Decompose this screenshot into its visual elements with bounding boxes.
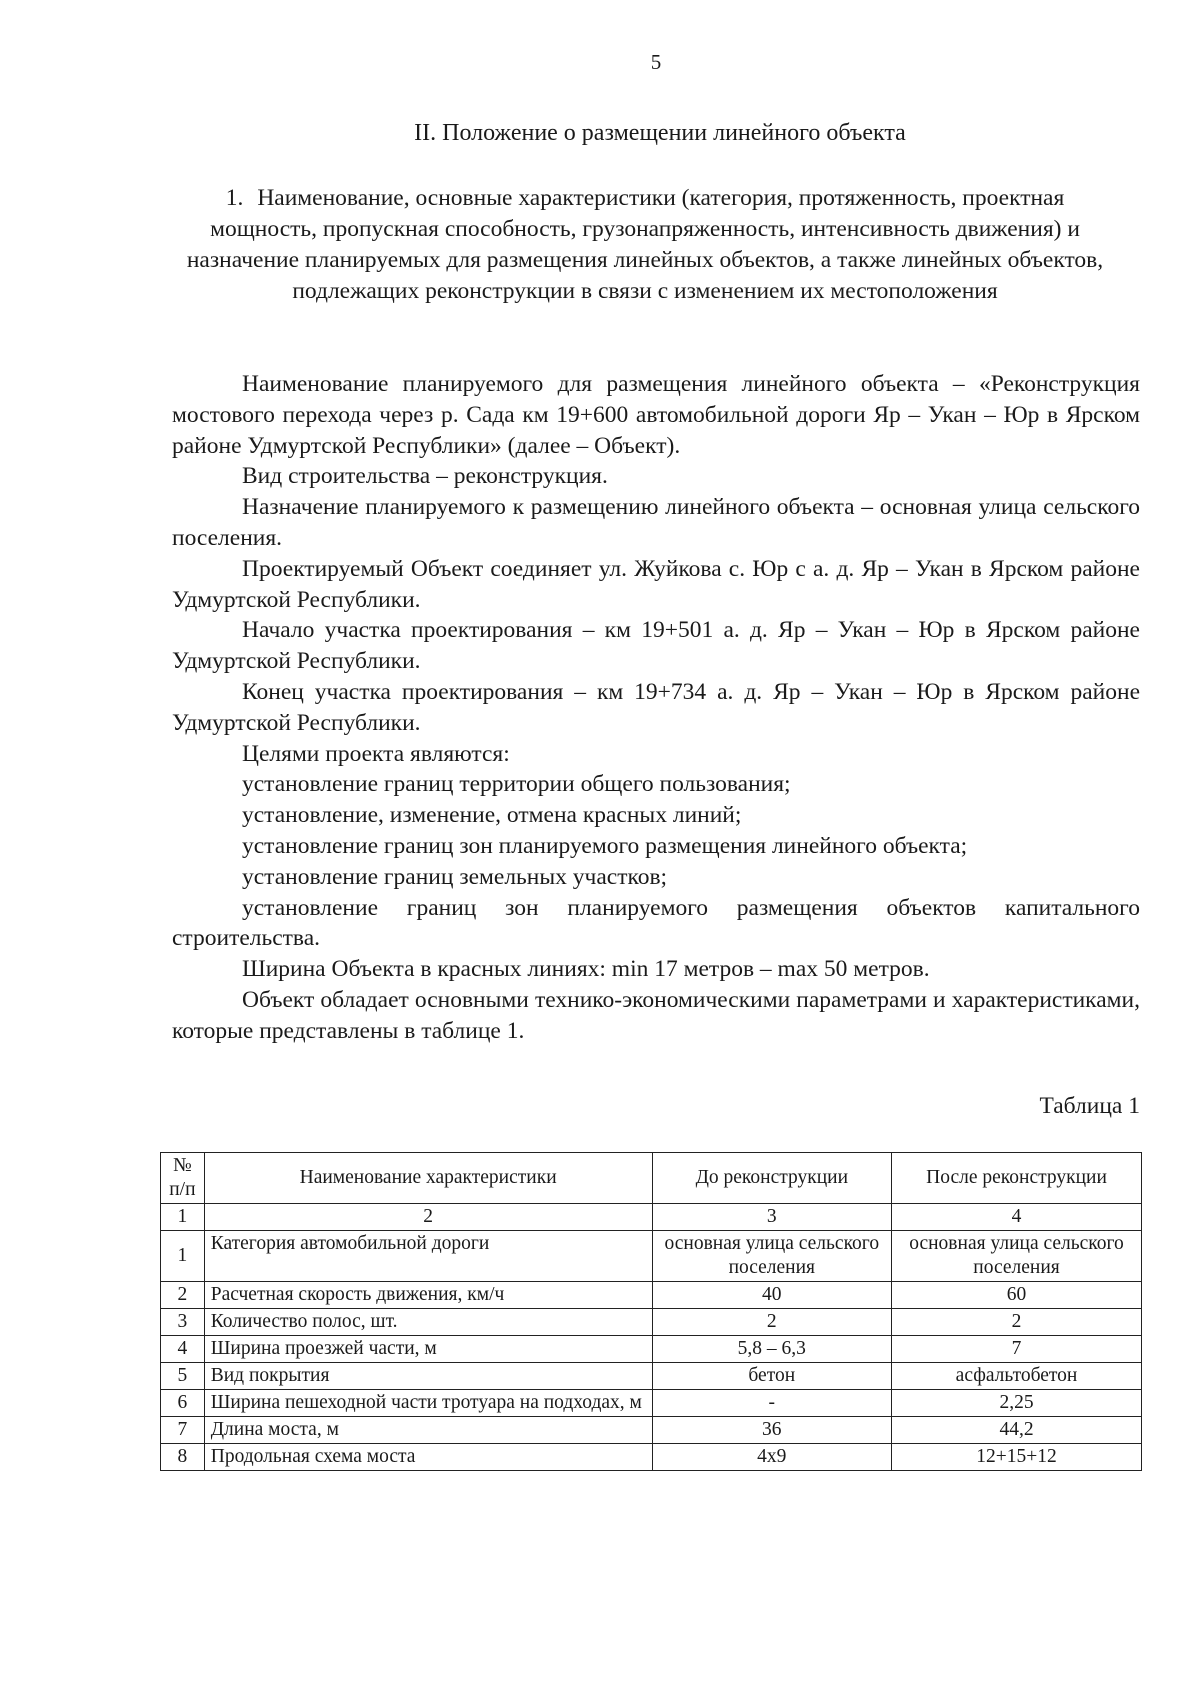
table-column-numbers-row bbox=[161, 1204, 1142, 1231]
row-name: Ширина пешеходной части тротуара на подходах, м bbox=[204, 1390, 652, 1417]
column-number: 1 bbox=[161, 1204, 205, 1231]
table-row bbox=[161, 1417, 1142, 1444]
row-before: 4х9 bbox=[652, 1444, 892, 1471]
row-before: 36 bbox=[652, 1417, 892, 1444]
table-row bbox=[161, 1336, 1142, 1363]
row-number: 7 bbox=[161, 1417, 205, 1444]
row-after: 44,2 bbox=[892, 1417, 1142, 1444]
row-number: 6 bbox=[161, 1390, 205, 1417]
paragraph-section-end: Конец участка проектирования – км 19+734 а. д. Яр – Укан – Юр в Ярском районе Удмуртской Республики. bbox=[172, 678, 1140, 736]
paragraph-table-reference: Объект обладает основными технико-экономическими параметрами и характеристиками, которые представлены в таблице 1. bbox=[172, 986, 1140, 1044]
body-text bbox=[172, 369, 1140, 1047]
paragraph-goals-intro: Целями проекта являются: bbox=[242, 740, 510, 767]
row-name: Ширина проезжей части, м bbox=[204, 1336, 652, 1363]
table-row bbox=[161, 1282, 1142, 1309]
column-number: 3 bbox=[652, 1204, 892, 1231]
table-row bbox=[161, 1309, 1142, 1336]
row-after: асфальтобетон bbox=[892, 1363, 1142, 1390]
header-number: № п/п bbox=[161, 1153, 205, 1204]
row-before: 5,8 – 6,3 bbox=[652, 1336, 892, 1363]
section-title: II. Положение о размещении линейного объекта bbox=[414, 120, 906, 146]
subheading-number: 1. bbox=[225, 185, 244, 211]
row-number: 5 bbox=[161, 1363, 205, 1390]
subheading bbox=[170, 183, 1120, 307]
row-before: бетон bbox=[652, 1363, 892, 1390]
page-number: 5 bbox=[650, 50, 662, 74]
row-number: 1 bbox=[161, 1231, 205, 1282]
row-number: 3 bbox=[161, 1309, 205, 1336]
table-caption: Таблица 1 bbox=[1039, 1093, 1140, 1119]
row-after: 60 bbox=[892, 1282, 1142, 1309]
paragraph-construction-type: Вид строительства – реконструкция. bbox=[242, 463, 608, 490]
goal-item: установление границ зон планируемого размещения линейного объекта; bbox=[242, 832, 968, 859]
row-after: основная улица сельского поселения bbox=[892, 1231, 1142, 1282]
goal-item: установление границ территории общего пользования; bbox=[242, 771, 791, 798]
row-before: основная улица сельского поселения bbox=[652, 1231, 892, 1282]
table-row bbox=[161, 1363, 1142, 1390]
table-row bbox=[161, 1390, 1142, 1417]
header-name: Наименование характеристики bbox=[204, 1153, 652, 1204]
row-before: 2 bbox=[652, 1309, 892, 1336]
row-name: Длина моста, м bbox=[204, 1417, 652, 1444]
row-after: 2,25 bbox=[892, 1390, 1142, 1417]
paragraph-width: Ширина Объекта в красных линиях: min 17 метров – max 50 метров. bbox=[242, 956, 930, 983]
goal-item: установление границ зон планируемого размещения объектов капитального строительства. bbox=[172, 894, 1140, 952]
goal-item: установление, изменение, отмена красных линий; bbox=[242, 802, 742, 829]
row-number: 8 bbox=[161, 1444, 205, 1471]
row-name: Продольная схема моста bbox=[204, 1444, 652, 1471]
row-after: 7 bbox=[892, 1336, 1142, 1363]
column-number: 4 bbox=[892, 1204, 1142, 1231]
paragraph-object-name: Наименование планируемого для размещения линейного объекта – «Реконструкция мостового перехода через р. Сада км 19+600 автомобильной дороги Яр – Укан – Юр в Ярском районе Удмуртской Республики» (далее – Объект). bbox=[172, 371, 1140, 459]
table-row bbox=[161, 1231, 1142, 1282]
table-header-row bbox=[161, 1153, 1142, 1204]
column-number: 2 bbox=[204, 1204, 652, 1231]
row-number: 2 bbox=[161, 1282, 205, 1309]
row-before: 40 bbox=[652, 1282, 892, 1309]
row-number: 4 bbox=[161, 1336, 205, 1363]
parameters-table bbox=[160, 1152, 1142, 1471]
paragraph-section-start: Начало участка проектирования – км 19+501 а. д. Яр – Укан – Юр в Ярском районе Удмуртской Республики. bbox=[172, 617, 1140, 675]
subheading-text: Наименование, основные характеристики (категория, протяженность, проектная мощность, пропускная способность, грузонапряженность, интенсивность движения) и назначение планируемых для размещения линейных объектов, а также линейных объектов, подлежащих реконструкции в связи с изменением их местоположения bbox=[186, 185, 1104, 304]
row-after: 2 bbox=[892, 1309, 1142, 1336]
header-before: До реконструкции bbox=[652, 1153, 892, 1204]
row-name: Расчетная скорость движения, км/ч bbox=[204, 1282, 652, 1309]
row-name: Количество полос, шт. bbox=[204, 1309, 652, 1336]
table-row bbox=[161, 1444, 1142, 1471]
goal-item: установление границ земельных участков; bbox=[242, 863, 668, 890]
row-name: Категория автомобильной дороги bbox=[204, 1231, 652, 1282]
paragraph-purpose: Назначение планируемого к размещению линейного объекта – основная улица сельского поселения. bbox=[172, 494, 1140, 551]
paragraph-connection: Проектируемый Объект соединяет ул. Жуйкова с. Юр с а. д. Яр – Укан в Ярском районе Удмуртской Республики. bbox=[172, 555, 1140, 613]
header-after: После реконструкции bbox=[892, 1153, 1142, 1204]
row-name: Вид покрытия bbox=[204, 1363, 652, 1390]
row-before: - bbox=[652, 1390, 892, 1417]
row-after: 12+15+12 bbox=[892, 1444, 1142, 1471]
